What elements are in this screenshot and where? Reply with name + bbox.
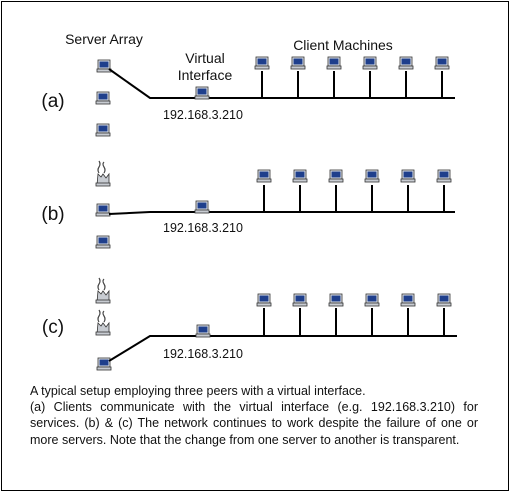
client-machines-label: Client Machines bbox=[293, 37, 393, 53]
panel-tag: (b) bbox=[41, 204, 65, 225]
failed-server-icon bbox=[96, 310, 110, 335]
caption-body: (a) Clients communicate with the virtual interface (e.g. 192.168.3.210) for services. (b) & (c) The network continues to work despite the failure of one or more servers. Note that the change from one server to another is transparent. bbox=[30, 400, 478, 447]
ip-label: 192.168.3.210 bbox=[163, 221, 243, 235]
server-icon bbox=[96, 124, 110, 136]
client-icon bbox=[329, 170, 343, 182]
client-icon bbox=[363, 57, 377, 69]
failed-server-icon bbox=[96, 278, 110, 303]
network-bus bbox=[109, 69, 455, 98]
server-icon-active bbox=[97, 358, 111, 370]
server-icon-active bbox=[96, 204, 110, 216]
panel-tag: (c) bbox=[41, 317, 65, 338]
panel-c bbox=[42, 278, 457, 370]
virtual-label: Virtual bbox=[185, 50, 225, 66]
client-icon bbox=[293, 170, 307, 182]
caption-line-1: A typical setup employing three peers with a virtual interface. bbox=[30, 384, 366, 398]
client-icon bbox=[365, 294, 379, 306]
client-icon bbox=[327, 57, 341, 69]
client-icon bbox=[435, 57, 449, 69]
server-icon bbox=[96, 92, 110, 104]
client-icon bbox=[437, 170, 451, 182]
server-array-label: Server Array bbox=[65, 31, 143, 47]
client-icon bbox=[399, 57, 413, 69]
client-icon bbox=[257, 294, 271, 306]
ip-label: 192.168.3.210 bbox=[163, 108, 243, 122]
client-icon bbox=[291, 57, 305, 69]
panel-tag: (a) bbox=[41, 91, 65, 112]
interface-label: Interface bbox=[177, 67, 233, 83]
network-bus bbox=[109, 336, 457, 361]
client-icon bbox=[401, 294, 415, 306]
client-icon bbox=[437, 294, 451, 306]
virtual-interface-icon bbox=[195, 201, 209, 213]
clients bbox=[255, 57, 449, 98]
server-icon-active bbox=[97, 60, 111, 72]
failed-server-icon bbox=[96, 161, 110, 186]
client-icon bbox=[401, 170, 415, 182]
client-icon bbox=[365, 170, 379, 182]
panel-a bbox=[41, 57, 455, 136]
network-bus bbox=[109, 212, 455, 214]
client-icon bbox=[257, 170, 271, 182]
ip-label: 192.168.3.210 bbox=[163, 347, 243, 361]
client-icon bbox=[293, 294, 307, 306]
virtual-interface-icon bbox=[195, 87, 209, 99]
figure-caption bbox=[30, 383, 478, 448]
panel-b bbox=[41, 161, 455, 248]
client-icon bbox=[255, 57, 269, 69]
clients bbox=[257, 294, 451, 336]
server-icon bbox=[96, 236, 110, 248]
virtual-interface-icon bbox=[196, 325, 210, 337]
clients bbox=[257, 170, 451, 212]
client-icon bbox=[329, 294, 343, 306]
